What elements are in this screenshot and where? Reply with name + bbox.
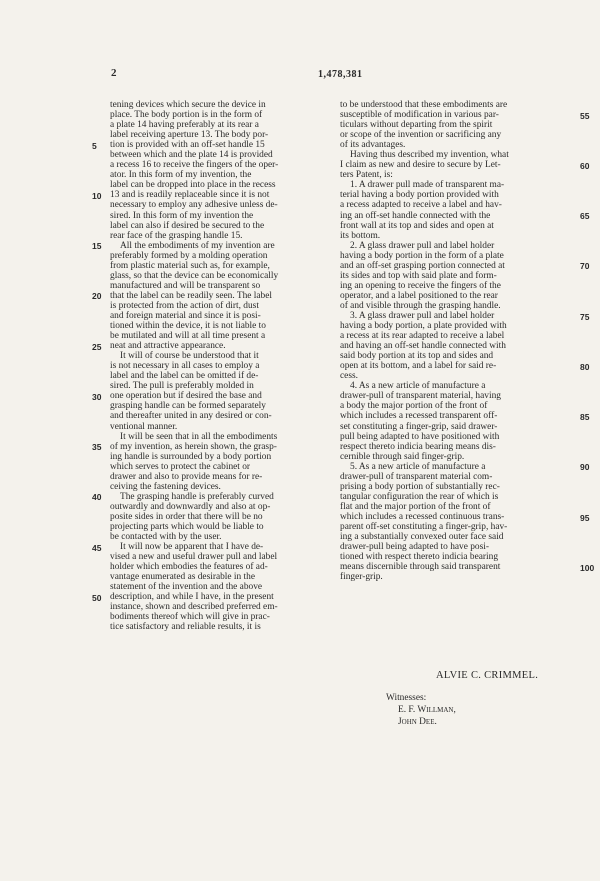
text-line: ceiving the fastening devices. bbox=[110, 481, 221, 492]
line-number: 60 bbox=[580, 160, 590, 171]
line-number: 90 bbox=[580, 462, 590, 473]
text-line: ator. In this form of my invention, the bbox=[110, 170, 252, 181]
text-line: susceptible of modification in various par- bbox=[340, 110, 499, 121]
line-number: 85 bbox=[580, 412, 590, 423]
text-line: is not necessary in all cases to employ a bbox=[110, 361, 260, 372]
text-line: pull being adapted to have positioned with bbox=[340, 431, 500, 442]
witness-name: E. F. Willman, bbox=[398, 705, 456, 715]
text-line: drawer-pull of transparent material, having bbox=[340, 391, 501, 402]
text-line: preferably formed by a molding operation bbox=[110, 250, 268, 261]
text-line: drawer-pull of transparent material com- bbox=[340, 471, 493, 482]
text-line: front wall at its top and sides and open at bbox=[340, 220, 494, 231]
text-line: ticulars without departing from the spirit bbox=[340, 120, 493, 131]
text-line: parent off-set constituting a finger-grip, hav- bbox=[340, 521, 508, 532]
text-line: It will now be apparent that I have de- bbox=[120, 542, 264, 553]
text-line: It will be seen that in all the embodiments bbox=[120, 431, 278, 442]
text-line: 4. As a new article of manufacture a bbox=[350, 381, 486, 392]
text-line: of and visible through the grasping handle. bbox=[340, 300, 501, 311]
text-line: flat and the major portion of the front of bbox=[340, 501, 491, 512]
text-line: tioned within the device, it is not liable to bbox=[110, 321, 266, 332]
text-line: sired. The pull is preferably molded in bbox=[110, 381, 254, 392]
text-line: manufactured and will be transparent so bbox=[110, 280, 261, 291]
text-line: means discernible through said transparent bbox=[340, 562, 501, 573]
text-line: 5. As a new article of manufacture a bbox=[350, 461, 486, 472]
witness-name: John Dee. bbox=[398, 717, 437, 727]
text-line: ters Patent, is: bbox=[340, 170, 393, 181]
text-line: from plastic material such as, for example, bbox=[110, 260, 270, 271]
text-line: ing a substantially convexed outer face said bbox=[340, 532, 504, 543]
line-number: 55 bbox=[580, 110, 590, 121]
text-line: All the embodiments of my invention are bbox=[120, 240, 275, 251]
page-number: 2 bbox=[111, 67, 117, 79]
text-line: that the label can be readily seen. The label bbox=[110, 290, 272, 301]
text-line: ing an opening to receive the fingers of the bbox=[340, 280, 501, 291]
text-line: tioned with respect thereto indicia bearing bbox=[340, 552, 499, 563]
text-line: grasping handle can be formed separately bbox=[110, 401, 266, 412]
text-line: 13 and is readily replaceable since it is not bbox=[110, 190, 270, 201]
line-number: 25 bbox=[92, 341, 102, 352]
text-line: posite sides in order that there will be no bbox=[110, 511, 263, 522]
text-line: prising a body portion of substantially rec- bbox=[340, 481, 500, 492]
text-line: is protected from the action of dirt, dust bbox=[110, 300, 259, 311]
text-line: label can also if desired be secured to the bbox=[110, 220, 265, 231]
text-line: ventional manner. bbox=[110, 421, 178, 432]
line-number: 30 bbox=[92, 391, 102, 402]
line-number: 10 bbox=[92, 190, 102, 201]
text-line: label can be dropped into place in the recess bbox=[110, 180, 276, 191]
text-line: its sides and top with said plate and form- bbox=[340, 270, 497, 281]
text-line: of its advantages. bbox=[340, 140, 406, 151]
text-line: vised a new and useful drawer pull and label bbox=[110, 552, 278, 563]
line-number: 70 bbox=[580, 261, 590, 272]
text-line: and foreign material and since it is posi- bbox=[110, 310, 261, 321]
text-line: a recess 16 to receive the fingers of the oper- bbox=[110, 160, 279, 171]
text-line: statement of the invention and the above bbox=[110, 582, 263, 593]
text-line: a plate 14 having preferably at its rear a bbox=[110, 120, 259, 131]
text-line: neat and attractive appearance. bbox=[110, 341, 226, 352]
text-line: to be understood that these embodiments are bbox=[340, 100, 508, 110]
text-line: a recess at its rear adapted to receive a label bbox=[340, 331, 505, 342]
text-line: a recess adapted to receive a label and hav- bbox=[340, 200, 502, 211]
text-line: cess. bbox=[340, 371, 358, 382]
line-number: 45 bbox=[92, 542, 102, 553]
text-line: drawer and also to provide means for re- bbox=[110, 471, 263, 482]
line-number: 75 bbox=[580, 311, 590, 322]
text-line: and thereafter united in any desired or con- bbox=[110, 411, 272, 422]
text-line: a body the major portion of the front of bbox=[340, 401, 488, 412]
text-line: tangular configuration the rear of which is bbox=[340, 491, 499, 502]
text-line: place. The body portion is in the form of bbox=[110, 110, 263, 121]
text-line: be mutilated and will at all time present a bbox=[110, 331, 266, 342]
right-text-column bbox=[340, 100, 566, 582]
text-line: one operation but if desired the base and bbox=[110, 391, 262, 402]
line-number: 100 bbox=[580, 562, 595, 573]
text-line: having a body portion in the form of a plate bbox=[340, 250, 504, 261]
text-line: respect thereto indicia bearing means dis- bbox=[340, 441, 496, 452]
line-number: 65 bbox=[580, 211, 590, 222]
line-number: 80 bbox=[580, 361, 590, 372]
text-line: cernible through said finger-grip. bbox=[340, 451, 465, 462]
line-number: 95 bbox=[580, 512, 590, 523]
text-line: and an off-set grasping portion connected at bbox=[340, 260, 505, 271]
text-line: be contacted with by the user. bbox=[110, 532, 222, 543]
text-line: which includes a recessed transparent off- bbox=[340, 411, 498, 422]
text-line: 1. A drawer pull made of transparent ma- bbox=[350, 180, 505, 191]
patent-number: 1,478,381 bbox=[318, 69, 363, 80]
left-text-column bbox=[110, 100, 336, 632]
text-line: open at its bottom, and a label for said re- bbox=[340, 361, 497, 372]
text-line: its bottom. bbox=[340, 230, 381, 241]
text-line: projecting parts which would be liable to bbox=[110, 521, 264, 532]
text-line: bodiments thereof which will give in prac- bbox=[110, 612, 270, 623]
text-line: ing an off-set handle connected with the bbox=[340, 210, 491, 221]
text-line: finger-grip. bbox=[340, 572, 383, 583]
text-line: necessary to employ any adhesive unless de- bbox=[110, 200, 278, 211]
text-line: said body portion at its top and sides and bbox=[340, 351, 494, 362]
text-line: drawer-pull being adapted to have posi- bbox=[340, 542, 489, 553]
text-line: 2. A glass drawer pull and label holder bbox=[350, 240, 495, 251]
line-number: 50 bbox=[92, 592, 102, 603]
line-number: 40 bbox=[92, 492, 102, 503]
text-line: of my invention, as herein shown, the grasp- bbox=[110, 441, 277, 452]
text-line: vantage enumerated as desirable in the bbox=[110, 572, 255, 583]
text-line: tion is provided with an off-set handle 15 bbox=[110, 140, 265, 151]
inventor-signature: ALVIE C. CRIMMEL. bbox=[436, 670, 539, 681]
text-line: tice satisfactory and reliable results, it is bbox=[110, 622, 261, 633]
text-line: The grasping handle is preferably curved bbox=[120, 491, 274, 502]
text-line: ing handle is surrounded by a body portion bbox=[110, 451, 272, 462]
text-line: holder which embodies the features of ad- bbox=[110, 562, 268, 573]
text-line: and having an off-set handle connected with bbox=[340, 341, 506, 352]
text-line: It will of course be understood that it bbox=[120, 351, 259, 362]
text-line: I claim as new and desire to secure by Let- bbox=[340, 160, 501, 171]
witnesses-label: Witnesses: bbox=[386, 693, 427, 703]
text-line: set constituting a finger-grip, said drawer- bbox=[340, 421, 498, 432]
text-line: label and the label can be omitted if de- bbox=[110, 371, 259, 382]
text-line: between which and the plate 14 is provided bbox=[110, 150, 273, 161]
text-line: which serves to protect the cabinet or bbox=[110, 461, 251, 472]
text-line: Having thus described my invention, what bbox=[350, 150, 509, 161]
text-line: which includes a recessed continuous trans- bbox=[340, 511, 505, 522]
text-line: instance, shown and described preferred em- bbox=[110, 602, 278, 613]
text-line: sired. In this form of my invention the bbox=[110, 210, 254, 221]
text-line: tening devices which secure the device in bbox=[110, 100, 266, 110]
line-number: 35 bbox=[92, 442, 102, 453]
text-line: glass, so that the device can be economically bbox=[110, 270, 279, 281]
text-line: operator, and a label positioned to the rear bbox=[340, 290, 498, 301]
line-number: 5 bbox=[92, 140, 97, 151]
text-line: rear face of the grasping handle 15. bbox=[110, 230, 243, 241]
text-line: 3. A glass drawer pull and label holder bbox=[350, 310, 495, 321]
text-line: outwardly and downwardly and also at op- bbox=[110, 501, 271, 512]
line-number: 15 bbox=[92, 241, 102, 252]
text-line: label receiving aperture 13. The body por- bbox=[110, 130, 269, 141]
text-line: terial having a body portion provided with bbox=[340, 190, 499, 201]
text-line: or scope of the invention or sacrificing any bbox=[340, 130, 502, 141]
line-number: 20 bbox=[92, 291, 102, 302]
text-line: having a body portion, a plate provided with bbox=[340, 321, 507, 332]
text-line: description, and while I have, in the present bbox=[110, 592, 274, 603]
